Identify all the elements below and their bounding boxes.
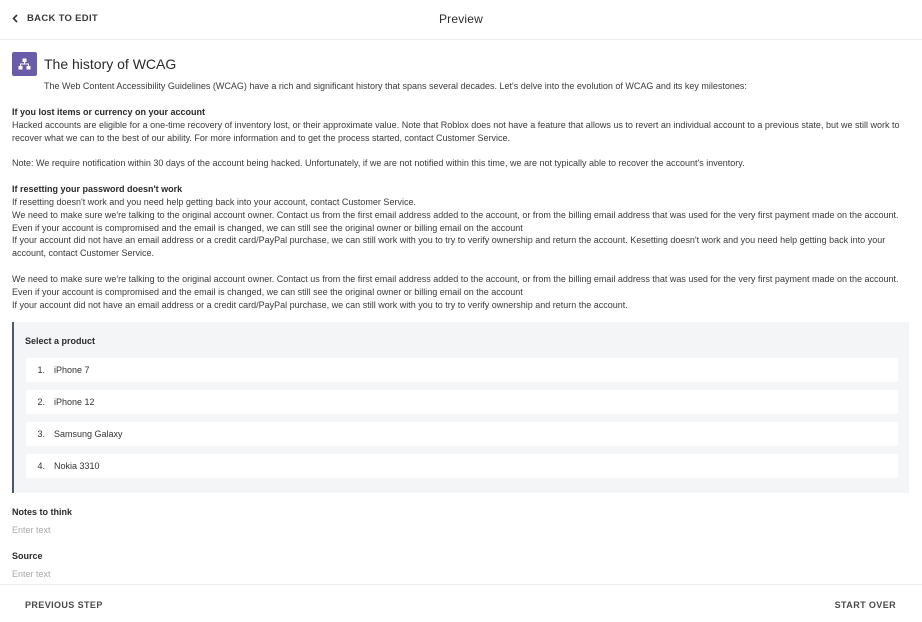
- footer-bar: [0, 584, 922, 622]
- top-bar: [0, 0, 922, 40]
- option-label: iPhone 12: [54, 397, 95, 407]
- notes-label: Notes to think: [12, 507, 72, 517]
- sitemap-icon: [12, 52, 37, 76]
- note-text: Note: We require notification within 30 days of the account being hacked. Unfortunately, if we are not notified within this time, we are not typically able to recover the account's inventory.: [12, 158, 745, 169]
- previous-step-button[interactable]: PREVIOUS STEP: [25, 600, 103, 610]
- paragraph: If your account did not have an email address or a credit card/PayPal purchase, we can still work with you to try to verify ownership and return the account.: [12, 299, 628, 310]
- paragraph: If resetting doesn't work and you need help getting back into your account, contact Customer Service.: [12, 196, 416, 207]
- paragraph: If your account did not have an email address or a credit card/PayPal purchase, we can still work with you to try to verify ownership and return the account. Kesetting doesn't work and you need help getting back into your account, contact Customer Service.: [12, 235, 886, 259]
- option-number: 4.: [37, 461, 45, 471]
- back-to-edit-label: BACK TO EDIT: [27, 13, 98, 24]
- notes-input[interactable]: [12, 523, 412, 537]
- source-input[interactable]: [12, 567, 412, 581]
- option-label: Nokia 3310: [54, 461, 100, 471]
- option-number: 1.: [37, 365, 45, 375]
- product-option-iphone-12[interactable]: [26, 390, 898, 414]
- intro-text: The Web Content Accessibility Guidelines (WCAG) have a rich and significant history that spans several decades. Let's delve into the evolution of WCAG and its key milestones:: [44, 81, 747, 91]
- page-title: Preview: [438, 12, 484, 26]
- paragraph: We need to make sure we're talking to the original account owner. Contact us from the first email address added to the account, or from the billing email address that was used for the very first payment made on the account. Even if your account is compromised and the email is changed, we can still see the original owner or billing email on the account: [12, 209, 899, 233]
- option-label: iPhone 7: [54, 365, 90, 375]
- section-heading-lost-items: If you lost items or currency on your account: [12, 107, 206, 117]
- document-title: The history of WCAG: [44, 56, 177, 72]
- document-header: [12, 52, 910, 76]
- option-number: 3.: [37, 429, 45, 439]
- option-label: Samsung Galaxy: [54, 429, 123, 439]
- product-option-iphone-7[interactable]: [26, 358, 898, 382]
- product-option-samsung-galaxy[interactable]: [26, 422, 898, 446]
- start-over-button[interactable]: START OVER: [834, 600, 896, 610]
- section-heading-reset-password: If resetting your password doesn't work: [12, 184, 183, 195]
- paragraph: We need to make sure we're talking to the original account owner. Contact us from the first email address added to the account, or from the billing email address that was used for the very first payment made on the account. Even if your account is compromised and the email is changed, we can still see the original owner or billing email on the account: [12, 273, 899, 297]
- source-label: Source: [12, 551, 43, 561]
- document-content: [12, 52, 910, 311]
- product-option-nokia-3310[interactable]: [26, 454, 898, 478]
- option-number: 2.: [37, 397, 45, 407]
- paragraph: Hacked accounts are eligible for a one-time recovery of inventory lost, or their approximate value. Note that Roblox does not have a feature that allows us to revert an individual account to a previous state, but we still work to recover what we can to the best of our ability. For more information and to get the process started, contact Customer Service.: [12, 119, 900, 143]
- product-select-title: Select a product: [25, 336, 96, 346]
- product-select-panel: [12, 322, 909, 493]
